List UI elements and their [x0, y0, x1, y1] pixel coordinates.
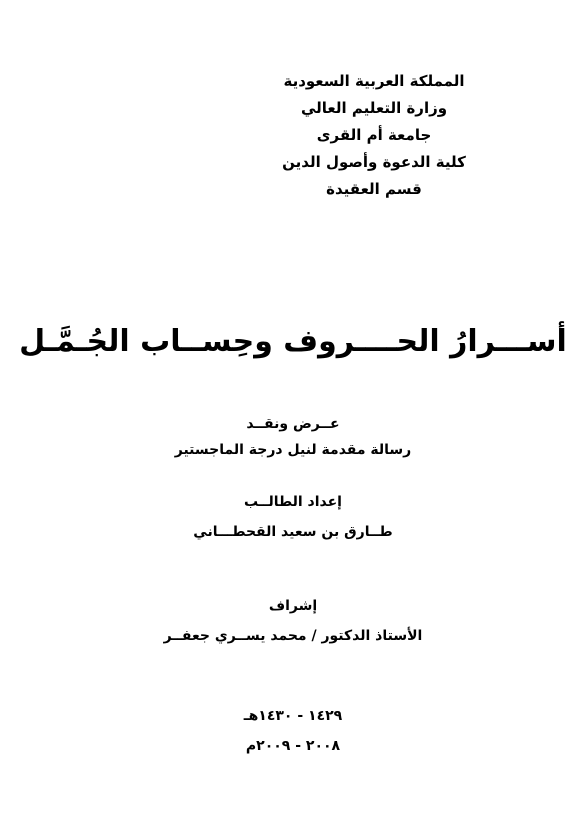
- thesis-title: أســـرارُ الحــــروف وحِســاب الجُـمَّـل: [19, 324, 567, 359]
- header-college: كلية الدعوة وأصول الدين: [282, 153, 466, 171]
- author-name: طــارق بن سعيد القحطـــاني: [193, 524, 393, 540]
- header-ministry: وزارة التعليم العالي: [300, 99, 448, 117]
- supervisor-name: الأستاذ الدكتور / محمد يســري جعفــر: [163, 628, 423, 644]
- header-country: المملكة العربية السعودية: [283, 72, 465, 90]
- date-gregorian: ٢٠٠٨ - ٢٠٠٩م: [245, 738, 341, 754]
- thesis-subtitle: عــرض ونقــد: [246, 416, 340, 432]
- date-hijri: ١٤٢٩ - ١٤٣٠هـ: [243, 708, 343, 724]
- institution-header: [264, 68, 484, 203]
- header-department: قسم العقيدة: [326, 180, 422, 198]
- header-university: جامعة أم القرى: [316, 126, 432, 144]
- supervisor-label: إشراف: [268, 598, 318, 614]
- thesis-degree-note: رسالة مقدمة لنيل درجة الماجستير: [174, 442, 412, 458]
- author-label: إعداد الطالــب: [244, 494, 342, 510]
